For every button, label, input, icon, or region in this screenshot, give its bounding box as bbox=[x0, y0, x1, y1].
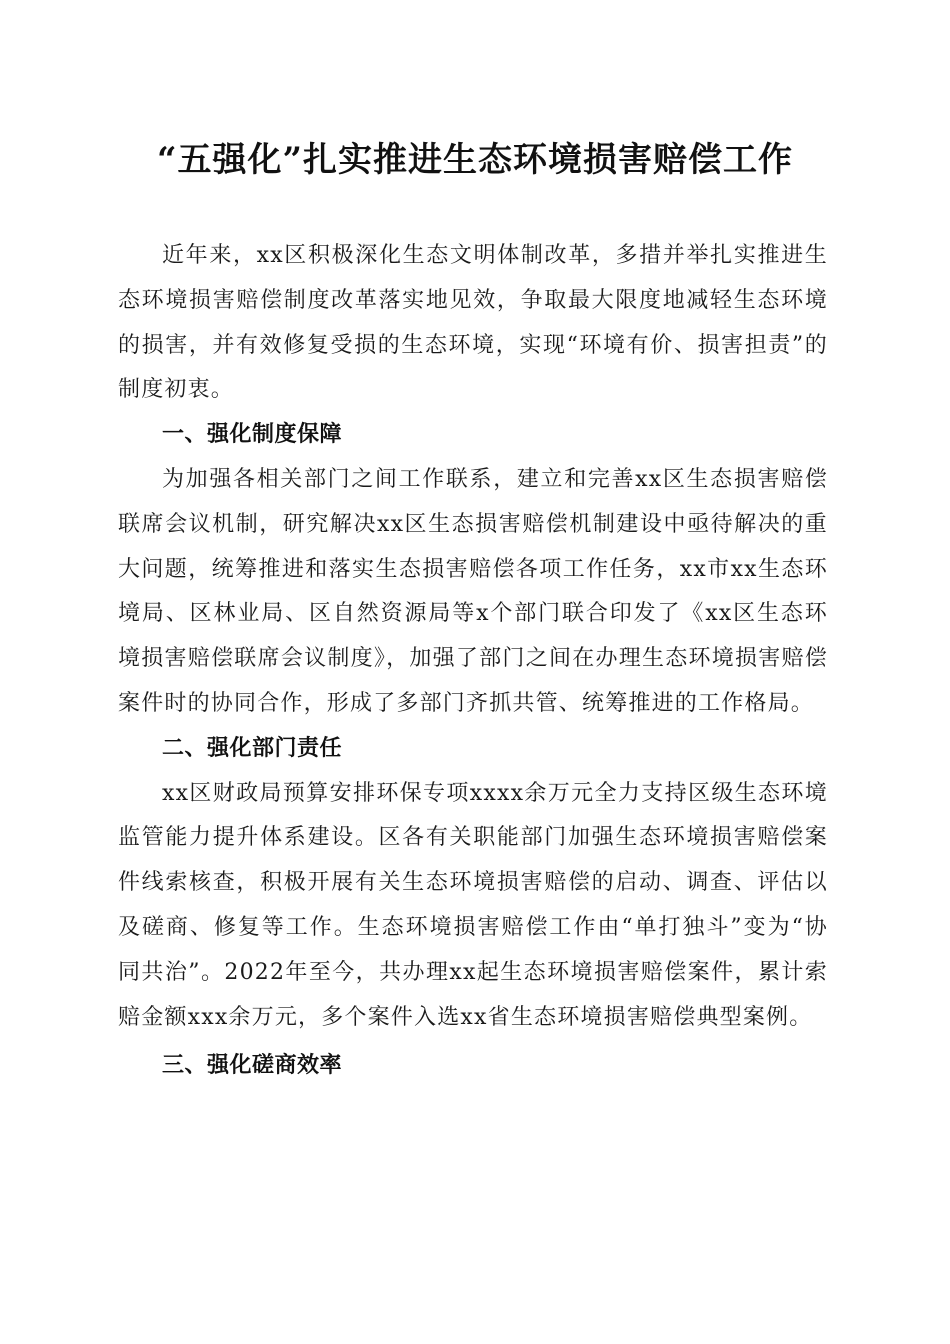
section-paragraph-2: xx区财政局预算安排环保专项xxxx余万元全力支持区级生态环境监管能力提升体系建设。区各有关职能部门加强生态环境损害赔偿案件线索核查，积极开展有关生态环境损害赔偿的启动、调查、评估以及磋商、修复等工作。生态环境损害赔偿工作由“单打独斗”变为“协同共治”。2022年至今，共办理xx起生态环境损害赔偿案件，累计索赔金额xxx余万元，多个案件入选xx省生态环境损害赔偿典型案例。 bbox=[118, 780, 828, 1030]
section-heading-2: 二、强化部门责任 bbox=[162, 735, 343, 761]
section-heading-3: 三、强化磋商效率 bbox=[162, 1053, 343, 1079]
section-heading-1: 一、强化制度保障 bbox=[162, 422, 343, 448]
section-paragraph-1: 为加强各相关部门之间工作联系，建立和完善xx区生态损害赔偿联席会议机制，研究解决xx区生态损害赔偿机制建设中亟待解决的重大问题，统筹推进和落实生态损害赔偿各项工作任务，xx市xx生态环境局、区林业局、区自然资源局等x个部门联合印发了《xx区生态环境损害赔偿联席会议制度》，加强了部门之间在办理生态环境损害赔偿案件时的协同合作，形成了多部门齐抓共管、统筹推进的工作格局。 bbox=[118, 466, 828, 716]
document-body bbox=[118, 234, 828, 1089]
intro-paragraph: 近年来，xx区积极深化生态文明体制改革，多措并举扎实推进生态环境损害赔偿制度改革落实地见效，争取最大限度地减轻生态环境的损害，并有效修复受损的生态环境，实现“环境有价、损害担责”的制度初衷。 bbox=[118, 243, 828, 403]
document-title: “五强化”扎实推进生态环境损害赔偿工作 bbox=[156, 140, 794, 180]
